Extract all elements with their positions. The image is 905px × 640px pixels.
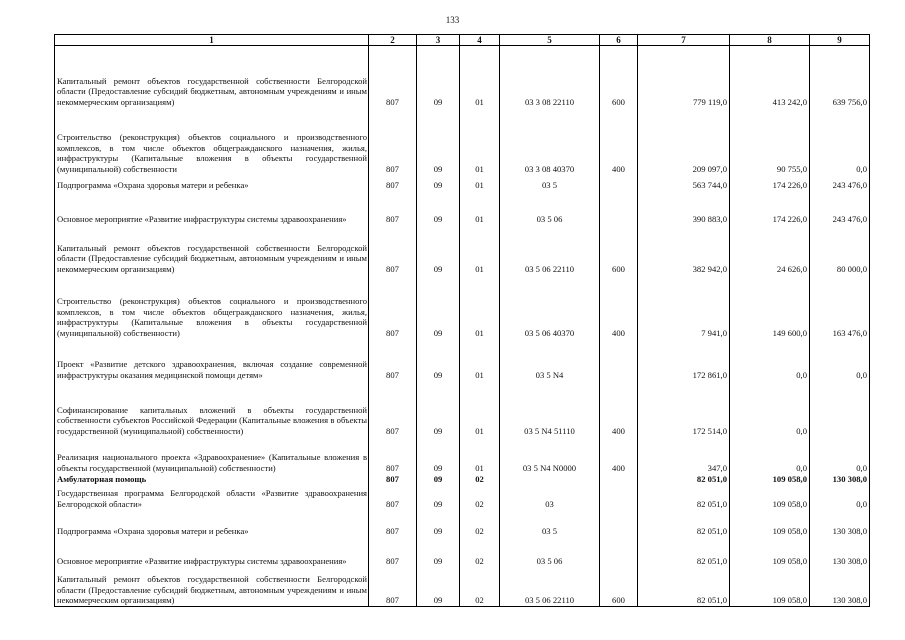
- row-admin-code: 807: [369, 437, 417, 474]
- row-amount-col8: 24 626,0: [730, 225, 810, 275]
- row-amount-col8: 0,0: [730, 339, 810, 381]
- row-amount-col9: 243 476,0: [810, 191, 870, 225]
- row-expense-type: [600, 537, 638, 567]
- row-amount-col8: 174 226,0: [730, 191, 810, 225]
- row-amount-col8: 109 058,0: [730, 485, 810, 510]
- row-name: Основное мероприятие «Развитие инфраструктуры системы здравоохранения»: [55, 537, 369, 567]
- column-header-7: 7: [638, 35, 730, 46]
- row-amount-col8: 0,0: [730, 381, 810, 437]
- row-section: 09: [417, 474, 460, 485]
- row-name: Капитальный ремонт объектов государственной собственности Белгородской области (Предоставление субсидий бюджетным, автономным учреждениям и иным некоммерческим организациям): [55, 567, 369, 607]
- row-amount-col9: 130 308,0: [810, 537, 870, 567]
- row-amount-col7: 82 051,0: [638, 537, 730, 567]
- row-expense-type: 600: [600, 225, 638, 275]
- row-amount-col8: 109 058,0: [730, 474, 810, 485]
- row-amount-col9: 0,0: [810, 339, 870, 381]
- row-target-article: 03 5 N4 51110: [500, 381, 600, 437]
- row-target-article: [500, 474, 600, 485]
- row-admin-code: 807: [369, 567, 417, 607]
- row-expense-type: 400: [600, 381, 638, 437]
- row-admin-code: 807: [369, 537, 417, 567]
- table-row: [55, 46, 870, 108]
- column-header-1: 1: [55, 35, 369, 46]
- row-section: 09: [417, 537, 460, 567]
- row-amount-col8: 109 058,0: [730, 510, 810, 537]
- row-amount-col7: 779 119,0: [638, 46, 730, 108]
- row-admin-code: 807: [369, 381, 417, 437]
- row-amount-col9: 639 756,0: [810, 46, 870, 108]
- table-row: [55, 191, 870, 225]
- row-amount-col9: 80 000,0: [810, 225, 870, 275]
- row-amount-col9: 0,0: [810, 437, 870, 474]
- row-target-article: 03 5 06: [500, 537, 600, 567]
- row-subsection: 01: [460, 339, 500, 381]
- row-expense-type: [600, 474, 638, 485]
- row-amount-col7: 82 051,0: [638, 567, 730, 607]
- row-name: Амбулаторная помощь: [55, 474, 369, 485]
- row-admin-code: 807: [369, 46, 417, 108]
- row-subsection: 02: [460, 485, 500, 510]
- row-subsection: 01: [460, 175, 500, 191]
- row-expense-type: [600, 510, 638, 537]
- row-amount-col8: 149 600,0: [730, 275, 810, 339]
- row-name: Проект «Развитие детского здравоохранения, включая создание современной инфраструктуры оказания медицинской помощи детям»: [55, 339, 369, 381]
- row-amount-col7: 347,0: [638, 437, 730, 474]
- row-amount-col9: 163 476,0: [810, 275, 870, 339]
- row-subsection: 02: [460, 474, 500, 485]
- row-subsection: 01: [460, 381, 500, 437]
- row-expense-type: 600: [600, 567, 638, 607]
- table-row: [55, 537, 870, 567]
- row-amount-col7: 209 097,0: [638, 108, 730, 175]
- row-amount-col9: 243 476,0: [810, 175, 870, 191]
- row-amount-col7: 172 514,0: [638, 381, 730, 437]
- row-section: 09: [417, 275, 460, 339]
- row-expense-type: [600, 339, 638, 381]
- row-admin-code: 807: [369, 175, 417, 191]
- budget-table: [54, 34, 870, 607]
- row-section: 09: [417, 191, 460, 225]
- row-subsection: 02: [460, 510, 500, 537]
- row-amount-col9: 130 308,0: [810, 567, 870, 607]
- row-name: Строительство (реконструкция) объектов социального и производственного комплексов, в том числе объектов общегражданского назначения, жилья, инфраструктуры (Капитальные вложения в объекты государственной (муниципальной) собственности): [55, 275, 369, 339]
- row-amount-col7: 390 883,0: [638, 191, 730, 225]
- row-section: 09: [417, 381, 460, 437]
- row-name: Капитальный ремонт объектов государственной собственности Белгородской области (Предоставление субсидий бюджетным, автономным учреждениям и иным некоммерческим организациям): [55, 225, 369, 275]
- row-subsection: 01: [460, 108, 500, 175]
- row-amount-col8: 109 058,0: [730, 567, 810, 607]
- row-expense-type: [600, 175, 638, 191]
- table-row: [55, 108, 870, 175]
- row-section: 09: [417, 437, 460, 474]
- row-subsection: 02: [460, 537, 500, 567]
- row-amount-col8: 413 242,0: [730, 46, 810, 108]
- column-header-8: 8: [730, 35, 810, 46]
- row-amount-col9: 0,0: [810, 485, 870, 510]
- row-section: 09: [417, 567, 460, 607]
- column-header-9: 9: [810, 35, 870, 46]
- row-name: Государственная программа Белгородской области «Развитие здравоохранения Белгородской области»: [55, 485, 369, 510]
- table-row: [55, 275, 870, 339]
- row-amount-col9: 130 308,0: [810, 474, 870, 485]
- table-row: [55, 175, 870, 191]
- row-expense-type: 400: [600, 437, 638, 474]
- row-name: Софинансирование капитальных вложений в объекты государственной собственности субъектов Российской Федерации (Капитальные вложения в объекты государственной (муниципальной) собственности): [55, 381, 369, 437]
- row-target-article: 03 5: [500, 175, 600, 191]
- row-admin-code: 807: [369, 510, 417, 537]
- row-amount-col8: 174 226,0: [730, 175, 810, 191]
- row-name: Основное мероприятие «Развитие инфраструктуры системы здравоохранения»: [55, 191, 369, 225]
- row-expense-type: [600, 191, 638, 225]
- row-name: Подпрограмма «Охрана здоровья матери и ребенка»: [55, 510, 369, 537]
- row-amount-col7: 563 744,0: [638, 175, 730, 191]
- row-name: Капитальный ремонт объектов государственной собственности Белгородской области (Предоставление субсидий бюджетным, автономным учреждениям и иным некоммерческим организациям): [55, 46, 369, 108]
- row-section: 09: [417, 225, 460, 275]
- row-expense-type: 600: [600, 46, 638, 108]
- row-admin-code: 807: [369, 191, 417, 225]
- row-target-article: 03 5 N4: [500, 339, 600, 381]
- row-name: Строительство (реконструкция) объектов социального и производственного комплексов, в том числе объектов общегражданского назначения, жилья, инфраструктуры (Капитальные вложения в объекты государственной (муниципальной) собственности: [55, 108, 369, 175]
- row-amount-col7: 172 861,0: [638, 339, 730, 381]
- row-subsection: 02: [460, 567, 500, 607]
- row-section: 09: [417, 510, 460, 537]
- table-row: [55, 485, 870, 510]
- column-header-2: 2: [369, 35, 417, 46]
- row-target-article: 03 5 06 22110: [500, 567, 600, 607]
- row-admin-code: 807: [369, 108, 417, 175]
- row-admin-code: 807: [369, 275, 417, 339]
- row-target-article: 03 5 06: [500, 191, 600, 225]
- column-header-3: 3: [417, 35, 460, 46]
- row-section: 09: [417, 485, 460, 510]
- table-row: [55, 381, 870, 437]
- table-row: [55, 510, 870, 537]
- row-subsection: 01: [460, 46, 500, 108]
- table-row: [55, 567, 870, 607]
- row-section: 09: [417, 46, 460, 108]
- row-section: 09: [417, 339, 460, 381]
- row-amount-col8: 90 755,0: [730, 108, 810, 175]
- row-amount-col9: [810, 381, 870, 437]
- row-target-article: 03: [500, 485, 600, 510]
- row-subsection: 01: [460, 275, 500, 339]
- row-admin-code: 807: [369, 225, 417, 275]
- row-name: Подпрограмма «Охрана здоровья матери и ребенка»: [55, 175, 369, 191]
- row-section: 09: [417, 175, 460, 191]
- row-amount-col9: 0,0: [810, 108, 870, 175]
- row-name: Реализация национального проекта «Здравоохранение» (Капитальные вложения в объекты государственной (муниципальной) собственности): [55, 437, 369, 474]
- table-row: [55, 339, 870, 381]
- row-amount-col8: 0,0: [730, 437, 810, 474]
- column-header-6: 6: [600, 35, 638, 46]
- table-row: [55, 437, 870, 474]
- column-header-5: 5: [500, 35, 600, 46]
- row-amount-col8: 109 058,0: [730, 537, 810, 567]
- row-admin-code: 807: [369, 485, 417, 510]
- row-target-article: 03 5 06 40370: [500, 275, 600, 339]
- page-number: 133: [445, 15, 460, 25]
- table-row: [55, 474, 870, 485]
- row-target-article: 03 5: [500, 510, 600, 537]
- table-row: [55, 225, 870, 275]
- row-subsection: 01: [460, 191, 500, 225]
- row-target-article: 03 3 08 22110: [500, 46, 600, 108]
- row-target-article: 03 3 08 40370: [500, 108, 600, 175]
- row-section: 09: [417, 108, 460, 175]
- row-subsection: 01: [460, 437, 500, 474]
- row-target-article: 03 5 N4 N0000: [500, 437, 600, 474]
- row-amount-col7: 7 941,0: [638, 275, 730, 339]
- row-amount-col7: 82 051,0: [638, 485, 730, 510]
- row-expense-type: 400: [600, 108, 638, 175]
- row-admin-code: 807: [369, 339, 417, 381]
- table-header-row: [55, 35, 870, 46]
- row-amount-col7: 382 942,0: [638, 225, 730, 275]
- row-amount-col7: 82 051,0: [638, 474, 730, 485]
- row-expense-type: 400: [600, 275, 638, 339]
- column-header-4: 4: [460, 35, 500, 46]
- row-amount-col7: 82 051,0: [638, 510, 730, 537]
- row-target-article: 03 5 06 22110: [500, 225, 600, 275]
- row-amount-col9: 130 308,0: [810, 510, 870, 537]
- row-admin-code: 807: [369, 474, 417, 485]
- row-subsection: 01: [460, 225, 500, 275]
- row-expense-type: [600, 485, 638, 510]
- table-body: [55, 46, 870, 607]
